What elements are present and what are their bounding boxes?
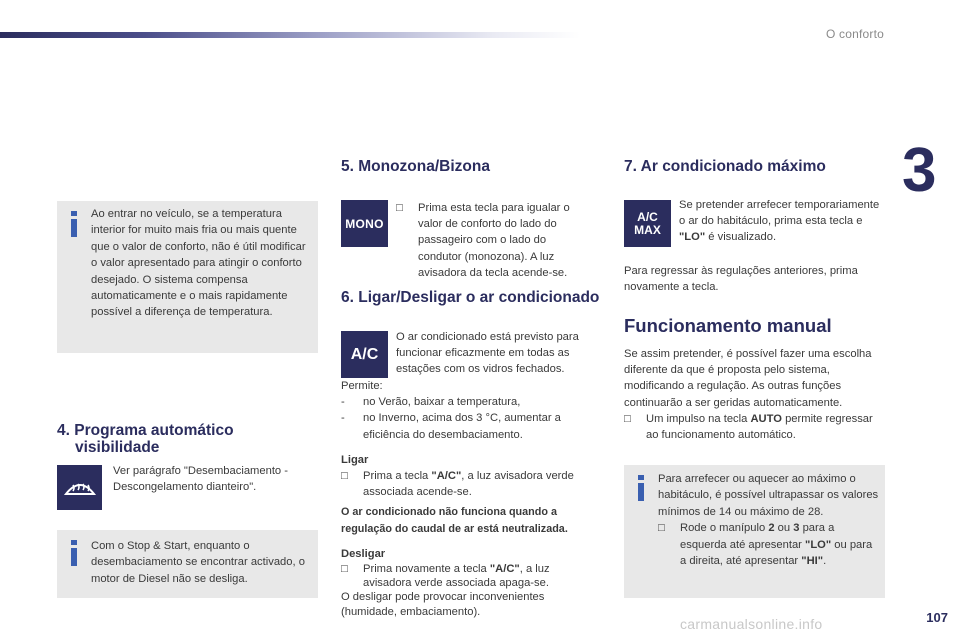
manual-title: Funcionamento manual	[624, 315, 832, 336]
acmax-key-line1: A/C	[637, 209, 658, 224]
defrost-key-icon	[57, 465, 102, 510]
info-text-max-temperature: Para arrefecer ou aquecer ao máximo o habitáculo, é possível ultrapassar os valores mínimos de 14 ou máximo de 28.	[658, 473, 879, 518]
section-4-text: Ver parágrafo "Desembaciamento - Descongelamento dianteiro".	[113, 465, 288, 494]
section-6-title: 6. Ligar/Desligar o ar condicionado	[341, 289, 600, 306]
section-5-text: □ Prima esta tecla para igualar o valor de conforto do lado do passageiro com o lado do condutor (monozona). A luz avisadora da tecla acende-se.	[396, 202, 570, 279]
header-gradient-bar	[0, 32, 580, 38]
ac-key-label: A/C	[350, 345, 379, 363]
info-box-temperature	[57, 201, 318, 353]
chapter-number: 3	[902, 136, 937, 205]
section-7-after: Para regressar às regulações anteriores, prima novamente a tecla.	[624, 265, 858, 294]
info-icon	[636, 475, 646, 501]
info-text-stop-start: Com o Stop & Start, enquanto o desembaciamento se encontrar activado, o motor de Diesel não se desliga.	[91, 540, 305, 585]
mono-key-label: MONO	[345, 216, 384, 231]
watermark: carmanualsonline.info	[680, 616, 823, 632]
header-section-title: O conforto	[825, 27, 884, 41]
permite-label: Permite:	[341, 380, 383, 392]
section-7-text: Se pretender arrefecer temporariamente o ar do habitáculo, prima esta tecla e "LO" é visualizado.	[679, 199, 880, 244]
page-number: 107	[926, 610, 948, 625]
manual-body: Se assim pretender, é possível fazer uma escolha diferente da que é proposta pelo sistema, modificando a regulação. As outras funções continuarão a ser geridas automaticamente. □ Um impulso na tecla AUTO permite regressar ao funcionamento automático.	[624, 346, 888, 443]
mono-key-icon	[341, 200, 388, 247]
desligar-title: Desligar	[341, 547, 386, 560]
info-icon	[69, 540, 79, 566]
section-6-intro: O ar condicionado está previsto para funcionar eficazmente em todas as estações com os vidros fechados.	[396, 331, 579, 376]
section-5-title: 5. Monozona/Bizona	[341, 158, 490, 175]
info-text-temperature: Ao entrar no veículo, se a temperatura interior for muito mais fria ou mais quente que o valor de conforto, não é útil modificar o valor apresentado para atingir o conforto desejado. O sistema compensa automaticamente e o mais rapidamente possível a diferença de temperatura.	[91, 208, 306, 319]
section-4-title: 4. Programa automático visibilidade	[57, 422, 234, 456]
acmax-key-line2: MAX	[634, 222, 661, 237]
desligar-closing: O desligar pode provocar inconvenientes (humidade, embaciamento).	[341, 591, 545, 618]
ligar-title: Ligar	[341, 453, 369, 466]
permite-item-2: no Inverno, acima dos 3 °C, aumentar a eficiência do desembaciamento.	[363, 412, 561, 441]
section-5-bullet: Prima esta tecla para igualar o valor de conforto do lado do passageiro com o lado do condutor (monozona). A luz avisadora da tecla acende-se.	[418, 202, 570, 279]
section-7-title: 7. Ar condicionado máximo	[624, 158, 826, 175]
section-6-body: Permite: - no Verão, baixar a temperatura, - no Inverno, acima dos 3 °C, aumentar a eficiência do desembaciamento. Ligar □ Prima a tecla "A/C", a luz avisadora verde associada acende-se. O ar condicionado não funciona quando a regulação do caudal de ar está neutralizada. Desligar □ Prima novamente a tecla "A/C", a luz avisadora verde associada apaga-se. O desligar pode provocar inconvenientes (humidade, embaciamento).	[341, 378, 601, 619]
acmax-key-icon	[624, 200, 671, 247]
ac-key-icon	[341, 331, 388, 378]
permite-item-1: no Verão, baixar a temperatura,	[363, 396, 521, 409]
manual-text: Se assim pretender, é possível fazer uma escolha diferente da que é proposta pelo sistema, modificando a regulação. As outras funções continuarão a ser geridas automaticamente.	[624, 348, 872, 409]
info-icon	[69, 211, 79, 237]
info-box-max-temperature: Para arrefecer ou aquecer ao máximo o habitáculo, é possível ultrapassar os valores mínimos de 14 ou máximo de 28. □ Rode o manípulo 2 ou 3 para a esquerda até apresentar "LO" ou para a direita, até apresentar "HI".	[624, 465, 885, 598]
ac-warning: O ar condicionado não funciona quando a regulação do caudal de ar está neutralizada.	[341, 506, 568, 535]
info-box-stop-start	[57, 530, 318, 598]
defrost-icon	[63, 475, 97, 501]
